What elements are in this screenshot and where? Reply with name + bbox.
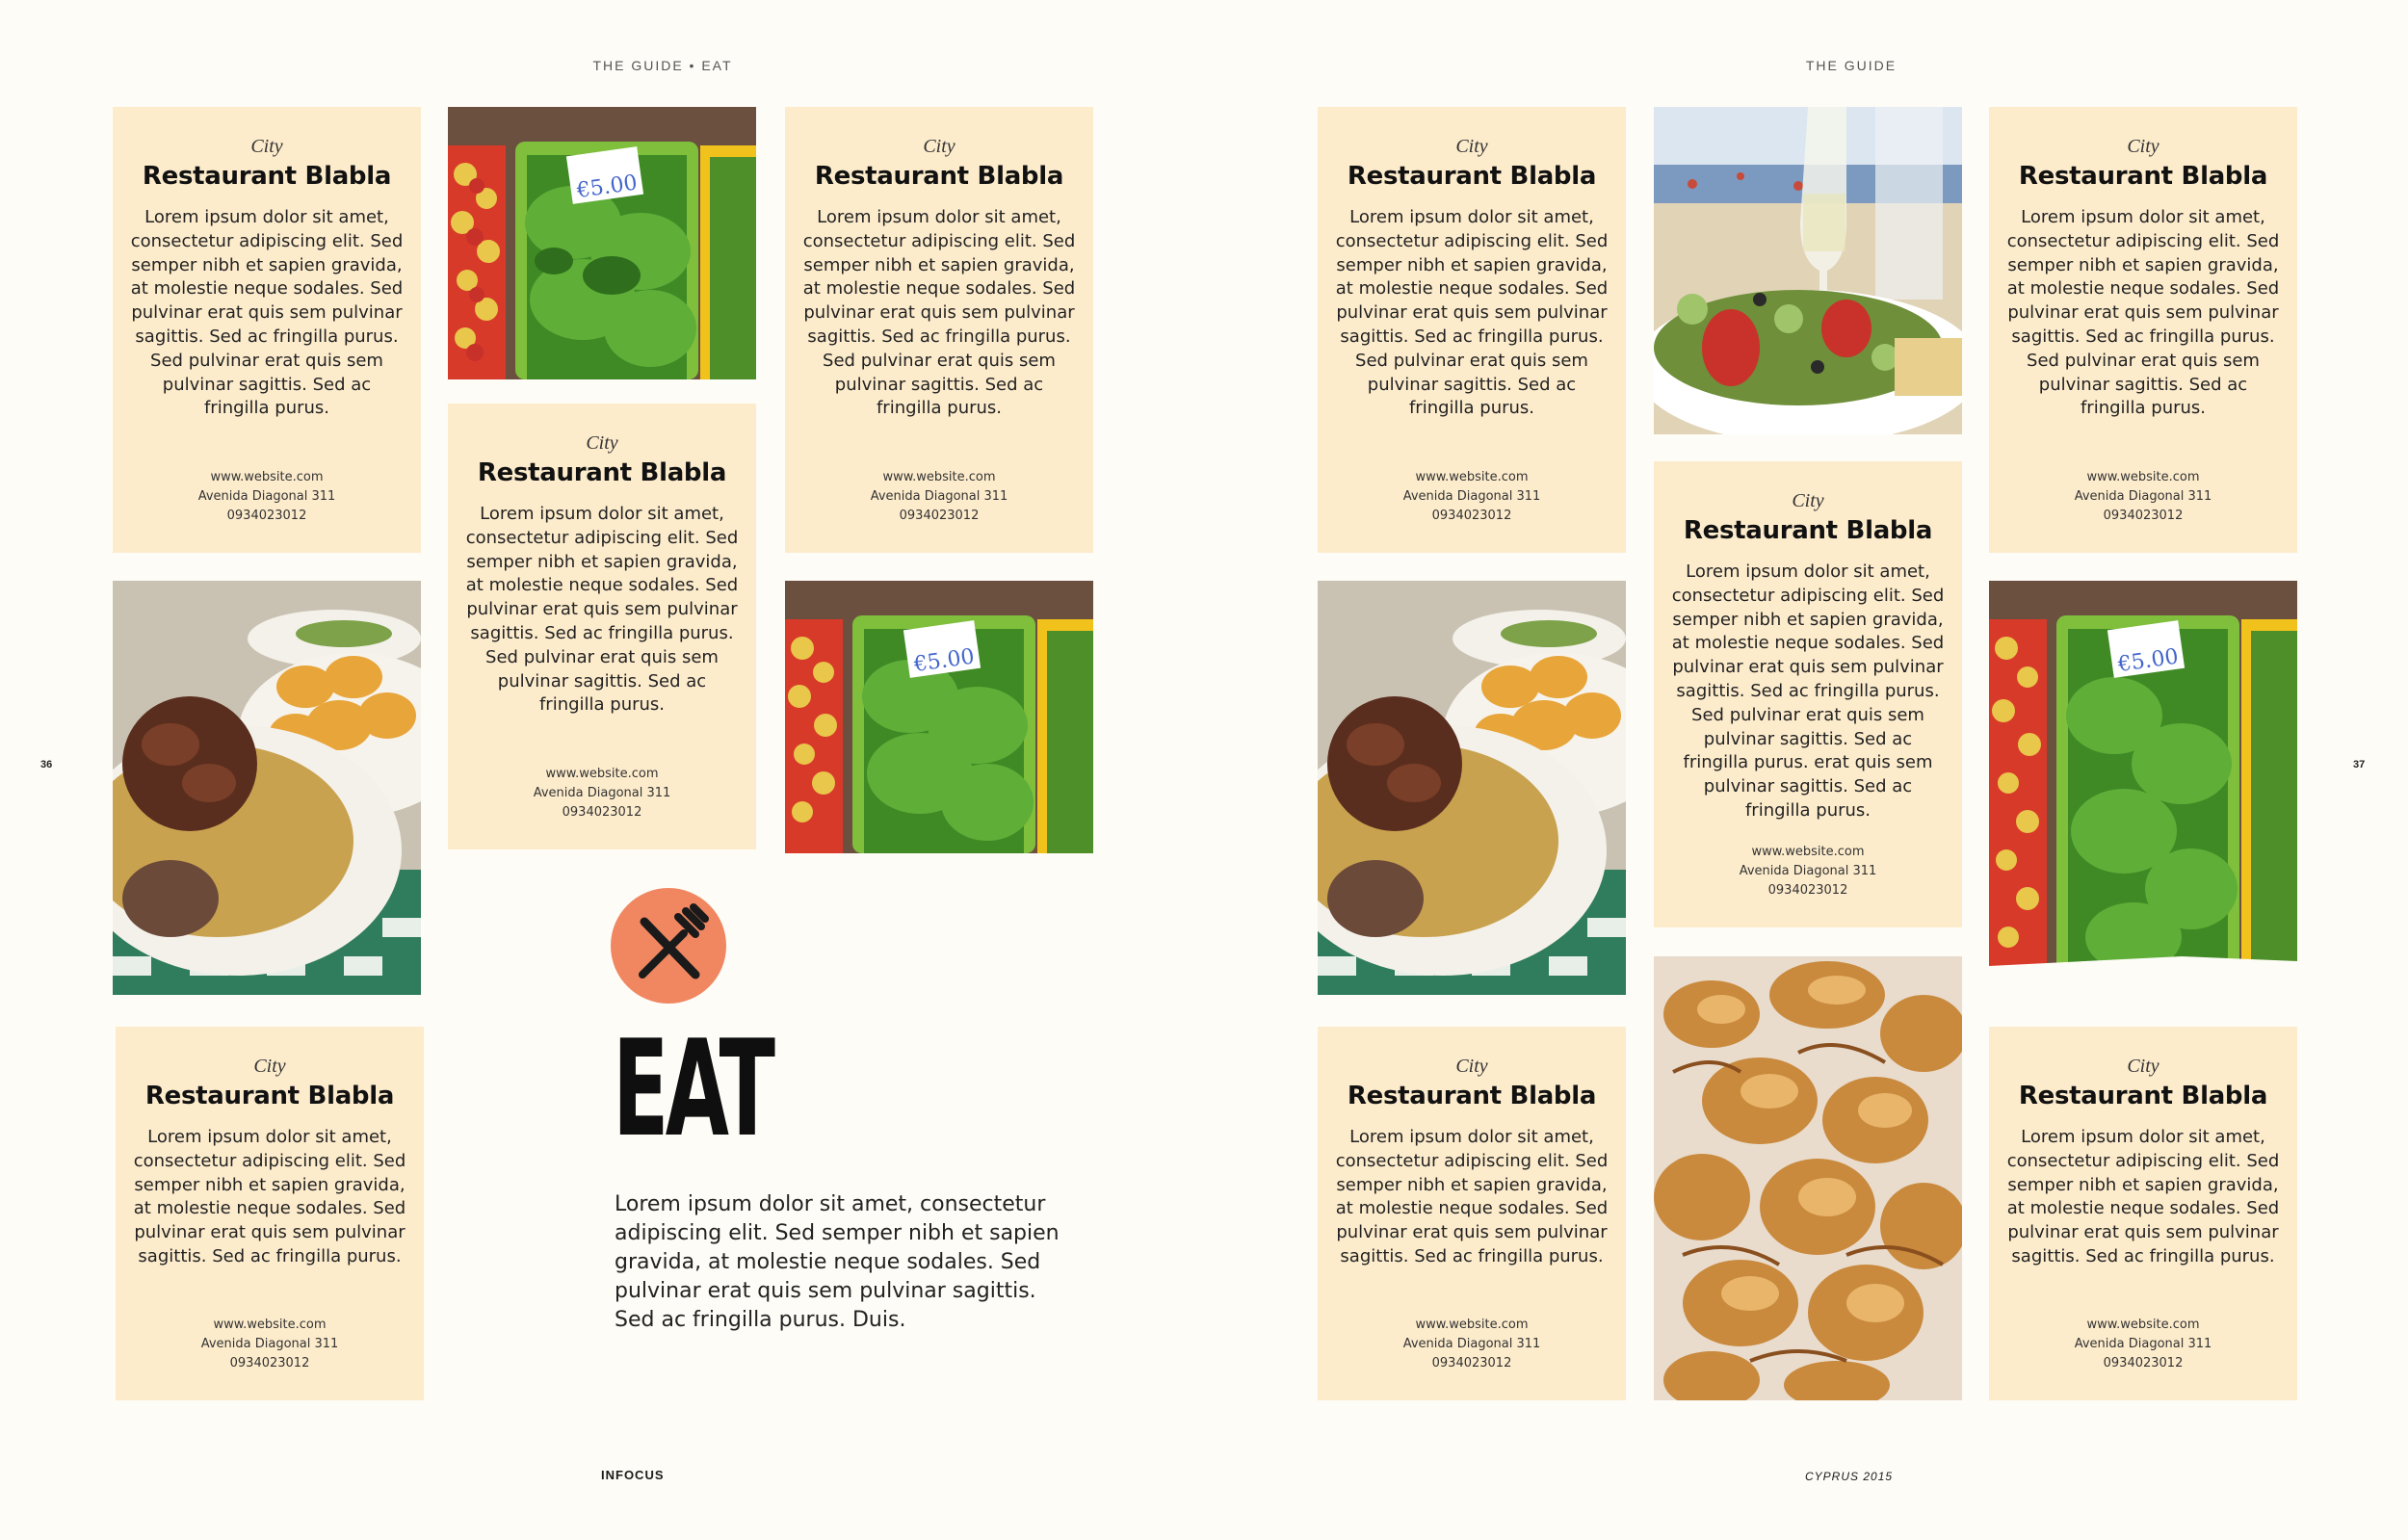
card-address: Avenida Diagonal 311 (1402, 489, 1541, 504)
card-restaurant-name: Restaurant Blabla (144, 1082, 395, 1110)
card-phone: 0934023012 (2103, 509, 2184, 523)
card-description: Lorem ipsum dolor sit amet, consectetur adipiscing elit. Sed semper nibh et sapien gravida, at molestie neque sodales. Sed pulvinar erat quis sem pulvinar sagittis. Sed ac fringilla purus. (133, 1127, 406, 1266)
card-address: Avenida Diagonal 311 (200, 1337, 339, 1351)
restaurant-card (1989, 107, 2297, 553)
card-city: City (250, 136, 283, 157)
card-contact (1318, 1316, 1626, 1373)
card-website[interactable]: www.website.com (213, 1318, 327, 1332)
card-description: Lorem ipsum dolor sit amet, consectetur adipiscing elit. Sed semper nibh et sapien gravida, at molestie neque sodales. Sed pulvinar erat quis sem pulvinar sagittis. Sed ac fringilla purus. Sed pulvinar erat quis sem pulvinar sagittis. Sed ac fringilla purus. erat quis sem pulvinar sagittis. Sed ac fringilla purus. (1671, 561, 1945, 821)
card-website[interactable]: www.website.com (545, 767, 659, 781)
page-number-left: 36 (40, 759, 53, 770)
card-contact (113, 468, 421, 526)
card-phone: 0934023012 (2103, 1356, 2184, 1370)
card-phone: 0934023012 (899, 509, 980, 523)
card-description: Lorem ipsum dolor sit amet, consectetur adipiscing elit. Sed semper nibh et sapien gravida, at molestie neque sodales. Sed pulvinar erat quis sem pulvinar sagittis. Sed ac fringilla purus. Sed pulvinar erat quis sem pulvinar sagittis. Sed ac fringilla purus. (130, 207, 404, 419)
card-city: City (1792, 490, 1824, 511)
card-contact (1989, 1316, 2297, 1373)
running-head-right: THE GUIDE (1805, 58, 1898, 73)
produce-crate-photo (448, 107, 756, 379)
card-restaurant-name: Restaurant Blabla (1347, 162, 1597, 191)
card-description: Lorem ipsum dolor sit amet, consectetur adipiscing elit. Sed semper nibh et sapien gravida, at molestie neque sodales. Sed pulvinar erat quis sem pulvinar sagittis. Sed ac fringilla purus. Sed pulvinar erat quis sem pulvinar sagittis. Sed ac fringilla purus. (465, 504, 739, 716)
card-description: Lorem ipsum dolor sit amet, consectetur adipiscing elit. Sed semper nibh et sapien gravida, at molestie neque sodales. Sed pulvinar erat quis sem pulvinar sagittis. Sed ac fringilla purus. Sed pulvinar erat quis sem pulvinar sagittis. Sed ac fringilla purus. (802, 207, 1076, 419)
card-restaurant-name: Restaurant Blabla (2018, 162, 2268, 191)
card-restaurant-name: Restaurant Blabla (142, 162, 392, 191)
card-restaurant-name: Restaurant Blabla (477, 458, 727, 487)
price-tag-text: €5.00 (912, 644, 977, 678)
card-address: Avenida Diagonal 311 (197, 489, 336, 504)
card-phone: 0934023012 (1431, 1356, 1512, 1370)
card-contact (1654, 843, 1962, 901)
card-description: Lorem ipsum dolor sit amet, consectetur adipiscing elit. Sed semper nibh et sapien gravida, at molestie neque sodales. Sed pulvinar erat quis sem pulvinar sagittis. Sed ac fringilla purus. Sed pulvinar erat quis sem pulvinar sagittis. Sed ac fringilla purus. (1335, 207, 1609, 419)
card-website[interactable]: www.website.com (882, 470, 996, 484)
footer-issue: CYPRUS 2015 (1805, 1470, 1894, 1483)
salad-wine-photo (1654, 107, 1962, 434)
card-phone: 0934023012 (226, 509, 307, 523)
card-city: City (253, 1056, 286, 1077)
card-restaurant-name: Restaurant Blabla (1347, 1082, 1597, 1110)
footer-magazine-name: INFOCUS (601, 1468, 665, 1482)
card-website[interactable]: www.website.com (1415, 470, 1529, 484)
card-restaurant-name: Restaurant Blabla (814, 162, 1064, 191)
card-contact (1989, 468, 2297, 526)
card-website[interactable]: www.website.com (2086, 1318, 2200, 1332)
page-number-right: 37 (2353, 759, 2366, 770)
card-address: Avenida Diagonal 311 (1739, 864, 1877, 878)
restaurant-card (448, 404, 756, 849)
card-website[interactable]: www.website.com (1751, 845, 1865, 859)
section-intro: Lorem ipsum dolor sit amet, consectetur adipiscing elit. Sed semper nibh et sapien gravida, at molestie neque sodales. Sed pulvinar erat quis sem pulvinar sagittis. Sed ac fringilla purus. Duis. (615, 1192, 1060, 1332)
card-city: City (1455, 136, 1488, 157)
card-description: Lorem ipsum dolor sit amet, consectetur adipiscing elit. Sed semper nibh et sapien gravida, at molestie neque sodales. Sed pulvinar erat quis sem pulvinar sagittis. Sed ac fringilla purus. (2006, 1127, 2280, 1266)
card-city: City (2127, 1056, 2159, 1077)
card-description: Lorem ipsum dolor sit amet, consectetur adipiscing elit. Sed semper nibh et sapien gravida, at molestie neque sodales. Sed pulvinar erat quis sem pulvinar sagittis. Sed ac fringilla purus. (1335, 1127, 1609, 1266)
produce-crate-photo (785, 581, 1093, 853)
card-restaurant-name: Restaurant Blabla (1683, 516, 1933, 545)
card-contact (785, 468, 1093, 526)
restaurant-card (116, 1027, 424, 1400)
card-website[interactable]: www.website.com (210, 470, 324, 484)
price-tag-text: €5.00 (2116, 644, 2181, 678)
card-city: City (586, 432, 618, 454)
card-address: Avenida Diagonal 311 (1402, 1337, 1541, 1351)
running-head-left: THE GUIDE • EAT (592, 58, 733, 73)
card-city: City (2127, 136, 2159, 157)
card-description: Lorem ipsum dolor sit amet, consectetur adipiscing elit. Sed semper nibh et sapien gravida, at molestie neque sodales. Sed pulvinar erat quis sem pulvinar sagittis. Sed ac fringilla purus. Sed pulvinar erat quis sem pulvinar sagittis. Sed ac fringilla purus. (2006, 207, 2280, 419)
card-address: Avenida Diagonal 311 (533, 786, 671, 800)
card-website[interactable]: www.website.com (1415, 1318, 1529, 1332)
fried-crabs-photo (1654, 956, 1962, 1400)
restaurant-card (1318, 1027, 1626, 1400)
card-city: City (1455, 1056, 1488, 1077)
fork-and-knife-icon (611, 888, 726, 1004)
card-restaurant-name: Restaurant Blabla (2018, 1082, 2268, 1110)
restaurant-card (1318, 107, 1626, 553)
card-phone: 0934023012 (1431, 509, 1512, 523)
card-phone: 0934023012 (229, 1356, 310, 1370)
restaurant-card (113, 107, 421, 553)
produce-crate-photo (1989, 581, 2297, 995)
card-contact (1318, 468, 1626, 526)
card-address: Avenida Diagonal 311 (2074, 489, 2212, 504)
meat-dish-photo (113, 581, 421, 995)
card-phone: 0934023012 (562, 805, 642, 820)
card-address: Avenida Diagonal 311 (2074, 1337, 2212, 1351)
card-city: City (923, 136, 955, 157)
restaurant-card (785, 107, 1093, 553)
card-contact (116, 1316, 424, 1373)
restaurant-card (1654, 461, 1962, 927)
price-tag-text: €5.00 (575, 170, 640, 204)
card-phone: 0934023012 (1767, 883, 1848, 898)
restaurant-card (1989, 1027, 2297, 1400)
section-title: EAT (613, 1011, 772, 1166)
card-address: Avenida Diagonal 311 (870, 489, 1008, 504)
card-website[interactable]: www.website.com (2086, 470, 2200, 484)
meat-dish-photo (1318, 581, 1626, 995)
card-contact (448, 765, 756, 822)
